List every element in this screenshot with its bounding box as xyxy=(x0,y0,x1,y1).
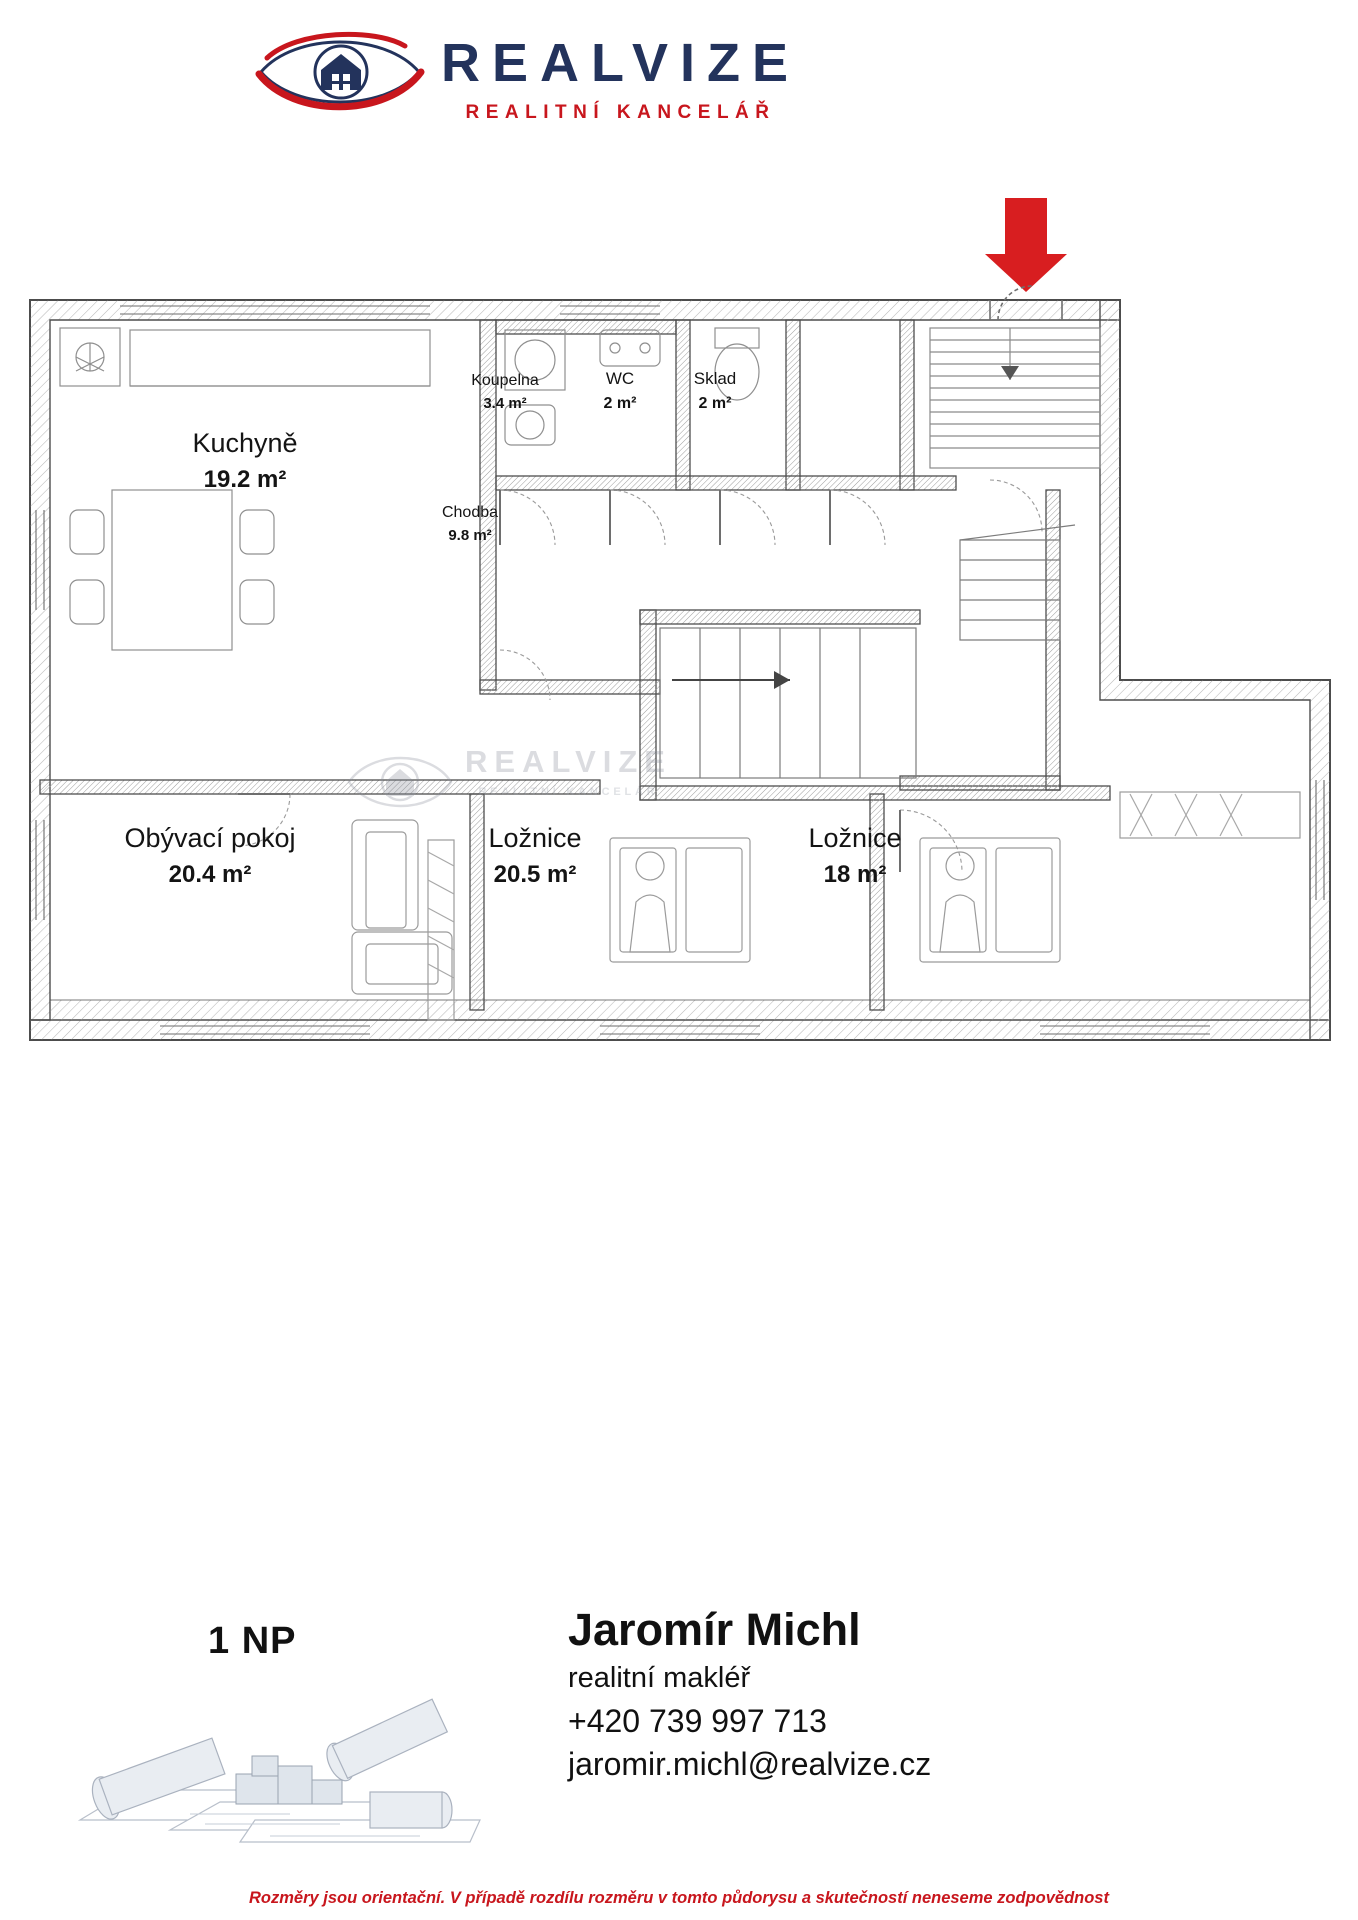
room-label-chodba: Chodba 9.8 m² xyxy=(441,504,499,544)
agent-contact xyxy=(568,1604,931,1783)
floorplan xyxy=(0,180,1358,1080)
bathroom-fixtures xyxy=(505,330,660,445)
bedroom-2-furniture xyxy=(920,792,1300,962)
brand-title: REALVIZE xyxy=(441,33,801,93)
wc-fixtures xyxy=(715,328,759,400)
room-label-koupelna: Koupelna 3.4 m² xyxy=(471,372,539,412)
disclaimer-text: Rozměry jsou orientační. V případě rozdílu rozměru v tomto půdorysu a skutečností neneseme zodpovědnost xyxy=(249,1889,1109,1907)
watermark-subtitle: REALITNÍ KANCELÁŘ xyxy=(478,786,659,798)
floor-label: 1 NP xyxy=(208,1620,297,1662)
room-label-loznice-1: Ložnice 20.5 m² xyxy=(488,823,582,889)
red-down-arrow-icon xyxy=(985,198,1067,292)
page-footer xyxy=(0,1590,1358,1920)
stairs-upper xyxy=(930,328,1100,468)
staircase xyxy=(660,525,1075,778)
room-label-sklad: Sklad 2 m² xyxy=(693,369,737,412)
living-room-furniture xyxy=(352,820,454,1020)
brand-logo xyxy=(255,22,800,124)
room-label-kuchyne: Kuchyně 19.2 m² xyxy=(192,428,298,494)
agent-name: Jaromír Michl xyxy=(568,1604,861,1655)
bedroom-1-furniture xyxy=(610,838,750,962)
watermark-title: REALVIZE xyxy=(465,744,672,779)
room-label-wc: WC 2 m² xyxy=(603,369,637,412)
agent-phone[interactable]: +420 739 997 713 xyxy=(568,1702,827,1739)
kitchen-fixtures xyxy=(60,328,430,650)
agent-role: realitní makléř xyxy=(568,1661,751,1694)
room-label-loznice-2: Ložnice 18 m² xyxy=(808,823,902,889)
page-header xyxy=(0,22,1358,142)
rolled-blueprints-icon xyxy=(40,1670,490,1845)
brand-subtitle: REALITNÍ KANCELÁŘ xyxy=(465,102,776,123)
agent-email[interactable]: jaromir.michl@realvize.cz xyxy=(568,1745,932,1782)
eye-house-logo-icon xyxy=(255,22,425,118)
room-label-obyvaci-pokoj: Obývací pokoj 20.4 m² xyxy=(124,823,296,889)
